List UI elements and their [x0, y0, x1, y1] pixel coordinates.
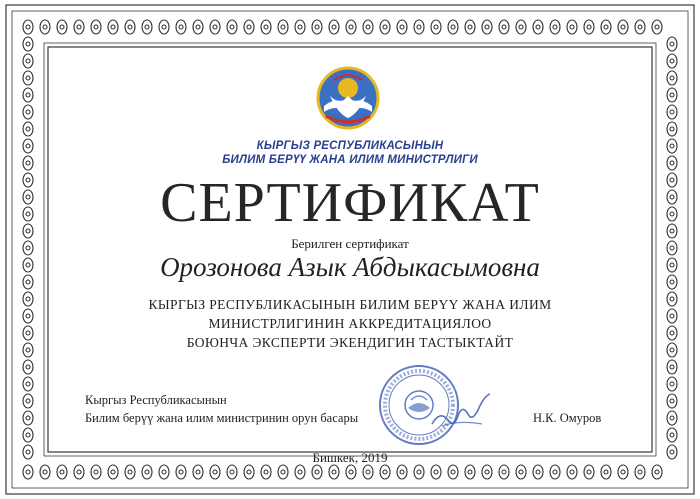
signatory-name: Н.К. Омуров [533, 411, 602, 425]
border-ornament-dot [26, 297, 30, 301]
border-ornament-dot [26, 195, 30, 199]
border-ornament-dot [400, 25, 404, 29]
border-ornament-dot [26, 365, 30, 369]
border-ornament [210, 465, 220, 479]
border-ornament [125, 20, 135, 34]
border-ornament [295, 20, 305, 34]
border-ornament [667, 445, 677, 459]
border-ornament-dot [417, 25, 421, 29]
border-ornament-dot [196, 470, 200, 474]
ministry-name-line-2: БИЛИМ БЕРҮҮ ЖАНА ИЛИМ МИНИСТРЛИГИ [222, 154, 478, 166]
border-ornament-dot [281, 470, 285, 474]
border-ornament [23, 411, 33, 425]
border-ornament-dot [468, 25, 472, 29]
border-ornament [23, 224, 33, 238]
border-ornament-dot [43, 470, 47, 474]
border-ornament-dot [128, 470, 132, 474]
border-ornament [667, 190, 677, 204]
border-ornament-dot [26, 229, 30, 233]
border-ornament [23, 37, 33, 51]
border-ornament [108, 20, 118, 34]
border-ornament-dot [213, 25, 217, 29]
border-ornament [431, 465, 441, 479]
border-ornament-dot [670, 178, 674, 182]
border-ornament-dot [485, 25, 489, 29]
border-ornament-dot [26, 416, 30, 420]
border-ornament [667, 309, 677, 323]
border-ornament [667, 360, 677, 374]
border-ornament-dot [670, 93, 674, 97]
border-ornament [23, 156, 33, 170]
border-ornament-dot [94, 470, 98, 474]
border-ornament [516, 465, 526, 479]
border-ornament-dot [26, 76, 30, 80]
border-ornament-dot [670, 280, 674, 284]
border-ornament-dot [60, 25, 64, 29]
border-ornament [23, 377, 33, 391]
signatory-title-line-2: Билим берүү жана илим министринин орун басары [85, 411, 359, 425]
border-ornament-dot [670, 263, 674, 267]
border-ornament-dot [77, 25, 81, 29]
certificate-title: СЕРТИФИКАТ [160, 172, 540, 234]
border-ornament-dot [536, 25, 540, 29]
border-ornament-dot [670, 127, 674, 131]
border-ornament [667, 88, 677, 102]
border-ornament-dot [434, 25, 438, 29]
border-ornament [667, 224, 677, 238]
border-ornament [601, 465, 611, 479]
border-ornament-dot [621, 25, 625, 29]
border-ornament [193, 20, 203, 34]
border-ornament [533, 465, 543, 479]
border-ornament-dot [162, 470, 166, 474]
border-ornament [667, 292, 677, 306]
border-ornament-dot [77, 470, 81, 474]
border-ornament-dot [553, 25, 557, 29]
border-ornament [346, 465, 356, 479]
border-ornament [23, 173, 33, 187]
border-ornament-dot [670, 110, 674, 114]
border-ornament [210, 20, 220, 34]
border-ornament-dot [26, 263, 30, 267]
border-ornament-dot [670, 416, 674, 420]
border-ornament [23, 343, 33, 357]
border-ornament-dot [638, 25, 642, 29]
border-ornament-dot [26, 212, 30, 216]
border-ornament-dot [26, 59, 30, 63]
border-ornament-dot [670, 212, 674, 216]
border-ornament-dot [502, 25, 506, 29]
border-ornament [278, 465, 288, 479]
border-ornament-dot [638, 470, 642, 474]
border-ornament [23, 360, 33, 374]
border-ornament [159, 465, 169, 479]
border-ornament [584, 20, 594, 34]
border-ornament [329, 465, 339, 479]
border-ornament [261, 465, 271, 479]
border-ornament-dot [111, 25, 115, 29]
border-ornament-dot [502, 470, 506, 474]
border-ornament-dot [26, 470, 30, 474]
border-ornament [516, 20, 526, 34]
border-ornament-dot [315, 25, 319, 29]
border-ornament-dot [670, 314, 674, 318]
border-ornament [667, 258, 677, 272]
border-ornament [312, 465, 322, 479]
place-and-date: Бишкек, 2019 [312, 450, 388, 465]
border-ornament [23, 241, 33, 255]
border-ornament-dot [247, 470, 251, 474]
border-ornament-dot [519, 470, 523, 474]
border-ornament-dot [26, 331, 30, 335]
border-ornament-dot [366, 470, 370, 474]
border-ornament [159, 20, 169, 34]
border-ornament-dot [604, 25, 608, 29]
border-ornament [40, 465, 50, 479]
border-ornament-dot [434, 470, 438, 474]
border-ornament-dot [26, 450, 30, 454]
border-ornament-dot [26, 399, 30, 403]
border-ornament-dot [298, 25, 302, 29]
border-ornament-dot [670, 195, 674, 199]
border-ornament [142, 465, 152, 479]
border-ornament-dot [26, 178, 30, 182]
border-ornament-dot [349, 470, 353, 474]
border-ornament-dot [111, 470, 115, 474]
border-ornament-dot [587, 25, 591, 29]
border-ornament-dot [230, 25, 234, 29]
border-ornament-dot [670, 450, 674, 454]
border-ornament-dot [230, 470, 234, 474]
border-ornament [652, 465, 662, 479]
border-ornament-dot [670, 382, 674, 386]
border-ornament [108, 465, 118, 479]
border-ornament [667, 156, 677, 170]
border-ornament [482, 20, 492, 34]
border-ornament-dot [383, 25, 387, 29]
border-ornament [465, 465, 475, 479]
border-ornament [397, 465, 407, 479]
border-ornament-dot [383, 470, 387, 474]
border-ornament [667, 428, 677, 442]
border-ornament-dot [145, 470, 149, 474]
border-ornament-dot [670, 161, 674, 165]
border-ornament [667, 411, 677, 425]
border-ornament-dot [60, 470, 64, 474]
border-ornament-dot [670, 144, 674, 148]
border-ornament [227, 20, 237, 34]
border-ornament-dot [26, 280, 30, 284]
border-ornament [23, 445, 33, 459]
border-ornament-dot [26, 144, 30, 148]
border-ornament [667, 241, 677, 255]
border-ornament [397, 20, 407, 34]
border-ornament [584, 465, 594, 479]
border-ornament [346, 20, 356, 34]
border-ornament-dot [570, 25, 574, 29]
border-ornament [667, 207, 677, 221]
border-ornament [142, 20, 152, 34]
border-ornament-dot [281, 25, 285, 29]
border-ornament [23, 292, 33, 306]
border-ornament-dot [315, 470, 319, 474]
border-ornament [23, 88, 33, 102]
border-ornament [652, 20, 662, 34]
border-ornament-dot [196, 25, 200, 29]
border-ornament [380, 465, 390, 479]
border-ornament [567, 465, 577, 479]
border-ornament [667, 394, 677, 408]
border-ornament-dot [670, 297, 674, 301]
border-ornament-dot [519, 25, 523, 29]
border-ornament-dot [621, 470, 625, 474]
border-ornament [312, 20, 322, 34]
border-ornament [414, 465, 424, 479]
border-ornament [667, 54, 677, 68]
border-ornament-dot [26, 348, 30, 352]
border-ornament-dot [670, 399, 674, 403]
border-ornament [74, 20, 84, 34]
border-ornament [363, 20, 373, 34]
border-ornament-dot [400, 470, 404, 474]
border-ornament-dot [145, 25, 149, 29]
border-ornament-dot [264, 25, 268, 29]
border-ornament [550, 20, 560, 34]
issued-to-label: Берилген сертификат [291, 236, 409, 251]
border-ornament-dot [587, 470, 591, 474]
border-ornament-dot [553, 470, 557, 474]
border-ornament [667, 275, 677, 289]
border-ornament [23, 275, 33, 289]
border-ornament [667, 105, 677, 119]
border-ornament-dot [43, 25, 47, 29]
border-ornament [380, 20, 390, 34]
border-ornament-dot [604, 470, 608, 474]
border-ornament [567, 20, 577, 34]
border-ornament [431, 20, 441, 34]
border-ornament [193, 465, 203, 479]
border-ornament [91, 20, 101, 34]
border-ornament-dot [26, 25, 30, 29]
recipient-name: Орозонова Азык Абдыкасымовна [160, 252, 540, 282]
border-ornament [533, 20, 543, 34]
border-ornament [23, 71, 33, 85]
statement-line-3: БОЮНЧА ЭКСПЕРТИ ЭКЕНДИГИН ТАСТЫКТАЙТ [186, 335, 514, 350]
border-ornament-dot [26, 110, 30, 114]
border-ornament-dot [670, 348, 674, 352]
border-ornament-dot [298, 470, 302, 474]
border-ornament-dot [332, 25, 336, 29]
border-ornament [414, 20, 424, 34]
handwritten-signature-icon [428, 390, 498, 438]
ministry-name-line-1: КЫРГЫЗ РЕСПУБЛИКАСЫНЫН [256, 140, 444, 152]
border-ornament-dot [670, 229, 674, 233]
border-ornament [499, 465, 509, 479]
border-ornament [23, 428, 33, 442]
border-ornament [601, 20, 611, 34]
border-ornament-dot [213, 470, 217, 474]
border-ornament-dot [670, 331, 674, 335]
border-ornament-dot [670, 59, 674, 63]
border-ornament [667, 37, 677, 51]
border-ornament-dot [451, 470, 455, 474]
border-ornament [23, 326, 33, 340]
border-ornament-dot [570, 470, 574, 474]
border-ornament-dot [670, 365, 674, 369]
border-ornament [176, 20, 186, 34]
border-ornament-dot [128, 25, 132, 29]
border-ornament-dot [670, 246, 674, 250]
border-ornament-dot [179, 25, 183, 29]
border-ornament [91, 465, 101, 479]
border-ornament [57, 465, 67, 479]
border-ornament [23, 394, 33, 408]
border-ornament [667, 377, 677, 391]
border-ornament-dot [349, 25, 353, 29]
border-ornament [550, 465, 560, 479]
border-ornament-dot [26, 382, 30, 386]
border-ornament-dot [417, 470, 421, 474]
border-ornament [23, 54, 33, 68]
border-ornament-dot [451, 25, 455, 29]
border-ornament [23, 190, 33, 204]
border-ornament-dot [247, 25, 251, 29]
border-ornament [465, 20, 475, 34]
border-ornament [635, 465, 645, 479]
border-ornament [448, 20, 458, 34]
border-ornament [74, 465, 84, 479]
border-ornament-dot [26, 314, 30, 318]
border-ornament-dot [26, 161, 30, 165]
border-ornament [667, 173, 677, 187]
border-ornament [23, 122, 33, 136]
border-ornament [23, 465, 33, 479]
border-ornament [176, 465, 186, 479]
border-ornament-dot [485, 470, 489, 474]
border-ornament-dot [26, 433, 30, 437]
border-ornament-dot [162, 25, 166, 29]
border-ornament [244, 20, 254, 34]
border-ornament [618, 465, 628, 479]
border-ornament [667, 343, 677, 357]
border-ornament [23, 139, 33, 153]
border-ornament [261, 20, 271, 34]
border-ornament [40, 20, 50, 34]
border-ornament [482, 465, 492, 479]
border-ornament [23, 20, 33, 34]
border-ornament-dot [26, 42, 30, 46]
border-ornament [667, 139, 677, 153]
border-ornament-dot [655, 25, 659, 29]
border-ornament [23, 105, 33, 119]
border-ornament [363, 465, 373, 479]
border-ornament [448, 465, 458, 479]
border-ornament-dot [468, 470, 472, 474]
border-ornament [125, 465, 135, 479]
border-ornament-dot [26, 127, 30, 131]
border-ornament-dot [670, 42, 674, 46]
statement-line-1: КЫРГЫЗ РЕСПУБЛИКАСЫНЫН БИЛИМ БЕРҮҮ ЖАНА ИЛИМ [148, 297, 552, 312]
border-ornament-dot [26, 246, 30, 250]
kyrgyz-state-emblem-icon [316, 66, 380, 130]
border-ornament [278, 20, 288, 34]
border-ornament-dot [94, 25, 98, 29]
border-ornament-dot [670, 76, 674, 80]
border-ornament [499, 20, 509, 34]
border-ornament-dot [366, 25, 370, 29]
signatory-title-line-1: Кыргыз Республикасынын [85, 393, 227, 407]
border-ornament [57, 20, 67, 34]
border-ornament [23, 207, 33, 221]
border-ornament-dot [179, 470, 183, 474]
statement-line-2: МИНИСТРЛИГИНИН АККРЕДИТАЦИЯЛОО [208, 316, 492, 331]
border-ornament [23, 309, 33, 323]
border-ornament [244, 465, 254, 479]
border-ornament-dot [332, 470, 336, 474]
border-ornament [635, 20, 645, 34]
border-ornament [618, 20, 628, 34]
border-ornament [23, 258, 33, 272]
border-ornament-dot [26, 93, 30, 97]
border-ornament [667, 122, 677, 136]
border-ornament-dot [264, 470, 268, 474]
border-ornament [295, 465, 305, 479]
border-ornament-dot [670, 433, 674, 437]
border-ornament-dot [536, 470, 540, 474]
border-ornament [329, 20, 339, 34]
border-ornament [667, 326, 677, 340]
border-ornament [227, 465, 237, 479]
border-ornament-dot [655, 470, 659, 474]
border-ornament [667, 71, 677, 85]
